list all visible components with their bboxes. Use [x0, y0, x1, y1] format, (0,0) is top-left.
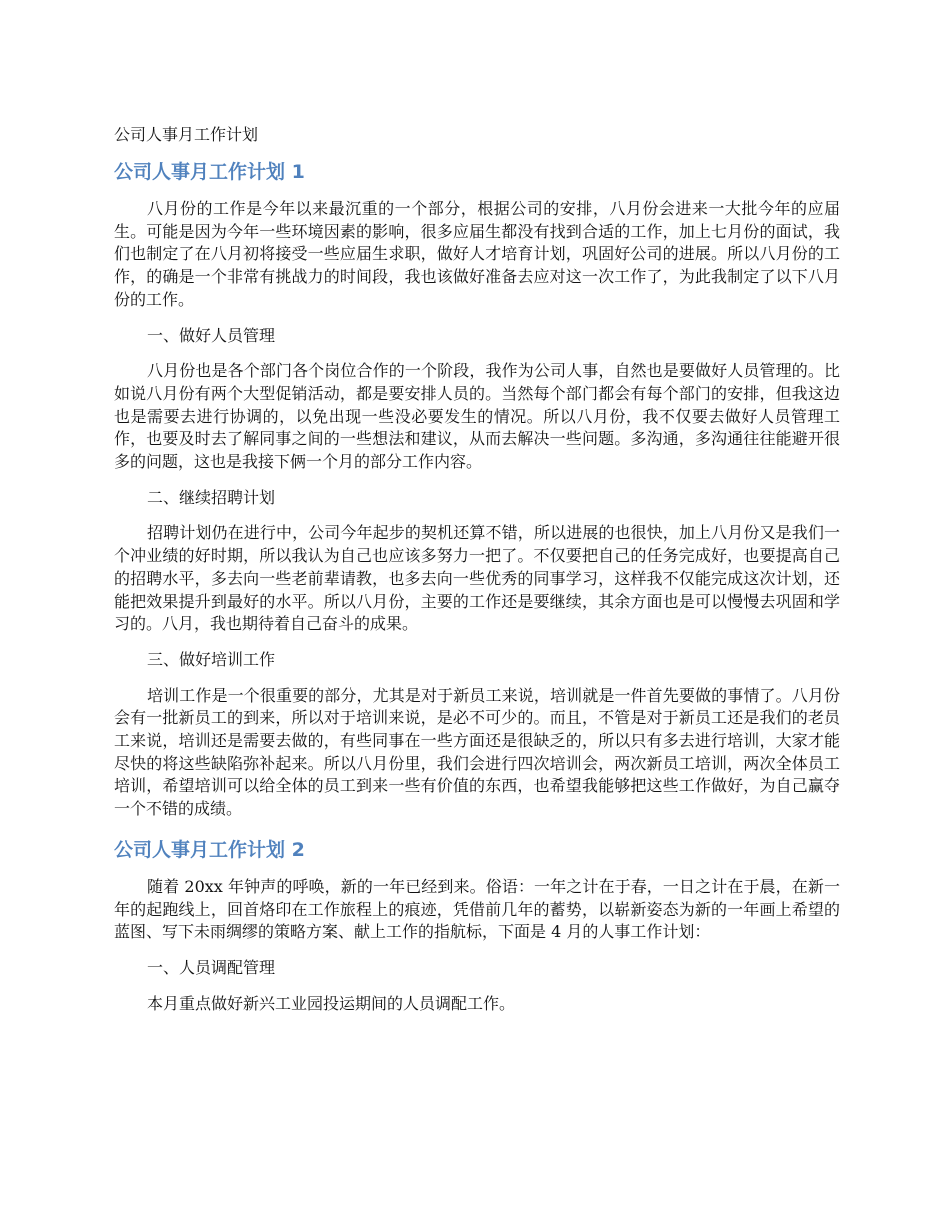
- section-heading: 公司人事月工作计划 2: [114, 838, 305, 861]
- document-title: 公司人事月工作计划: [114, 125, 259, 144]
- paragraph: 随着 20xx 年钟声的呼唤，新的一年已经到来。俗语：一年之计在于春，一日之计在于晨，在新一年的起跑线上，回首烙印在工作旅程上的痕迹，凭借前几年的蓄势，以崭新姿态为新的一年画上希望的蓝图、写下未雨绸缪的策略方案、献上工作的指航标，下面是 4 月的人事工作计划：: [114, 876, 840, 942]
- paragraph: 八月份也是各个部门各个岗位合作的一个阶段，我作为公司人事，自然也是要做好人员管理的。比如说八月份有两个大型促销活动，都是要安排人员的。当然每个部门都会有每个部门的安排，但我这边也是需要去进行协调的，以免出现一些没必要发生的情况。所以八月份，我不仅要去做好人员管理工作，也要及时去了解同事之间的一些想法和建议，从而去解决一些问题。多沟通，多沟通往往能避开很多的问题，这也是我接下俩一个月的部分工作内容。: [114, 361, 840, 472]
- paragraph: 本月重点做好新兴工业园投运期间的人员调配工作。: [147, 993, 516, 1013]
- subheading: 二、继续招聘计划: [147, 487, 276, 507]
- subheading: 三、做好培训工作: [147, 649, 276, 669]
- section-1: [114, 156, 840, 821]
- paragraph: 招聘计划仍在进行中，公司今年起步的契机还算不错，所以进展的也很快，加上八月份又是我们一个冲业绩的好时期，所以我认为自己也应该多努力一把了。不仅要把自己的任务完成好，也要提高自己的招聘水平，多去向一些老前辈请教，也多去向一些优秀的同事学习，这样我不仅能完成这次计划，还能把效果提升到最好的水平。所以八月份，主要的工作还是要继续，其余方面也是可以慢慢去巩固和学习的。八月，我也期待着自己奋斗的成果。: [114, 523, 840, 634]
- paragraph: 培训工作是一个很重要的部分，尤其是对于新员工来说，培训就是一件首先要做的事情了。八月份会有一批新员工的到来，所以对于培训来说，是必不可少的。而且，不管是对于新员工还是我们的老员工来说，培训还是需要去做的，有些同事在一些方面还是很缺乏的，所以只有多去进行培训，大家才能尽快的将这些缺陷弥补起来。所以八月份里，我们会进行四次培训会，两次新员工培训，两次全体员工培训，希望培训可以给全体的员工到来一些有价值的东西，也希望我能够把这些工作做好，为自己赢夺一个不错的成绩。: [114, 685, 840, 819]
- document-page: [114, 122, 840, 1028]
- section-2: [114, 834, 840, 1016]
- section-heading: 公司人事月工作计划 1: [114, 161, 305, 183]
- subheading: 一、做好人员管理: [147, 325, 276, 345]
- paragraph: 八月份的工作是今年以来最沉重的一个部分，根据公司的安排，八月份会进来一大批今年的应届生。可能是因为今年一些环境因素的影响，很多应届生都没有找到合适的工作，加上七月份的面试，我们也制定了在八月初将接受一些应届生求职，做好人才培育计划，巩固好公司的进展。所以八月份的工作，的确是一个非常有挑战力的时间段，我也该做好准备去应对这一次工作了，为此我制定了以下八月份的工作。: [114, 199, 840, 309]
- subheading: 一、人员调配管理: [147, 957, 276, 977]
